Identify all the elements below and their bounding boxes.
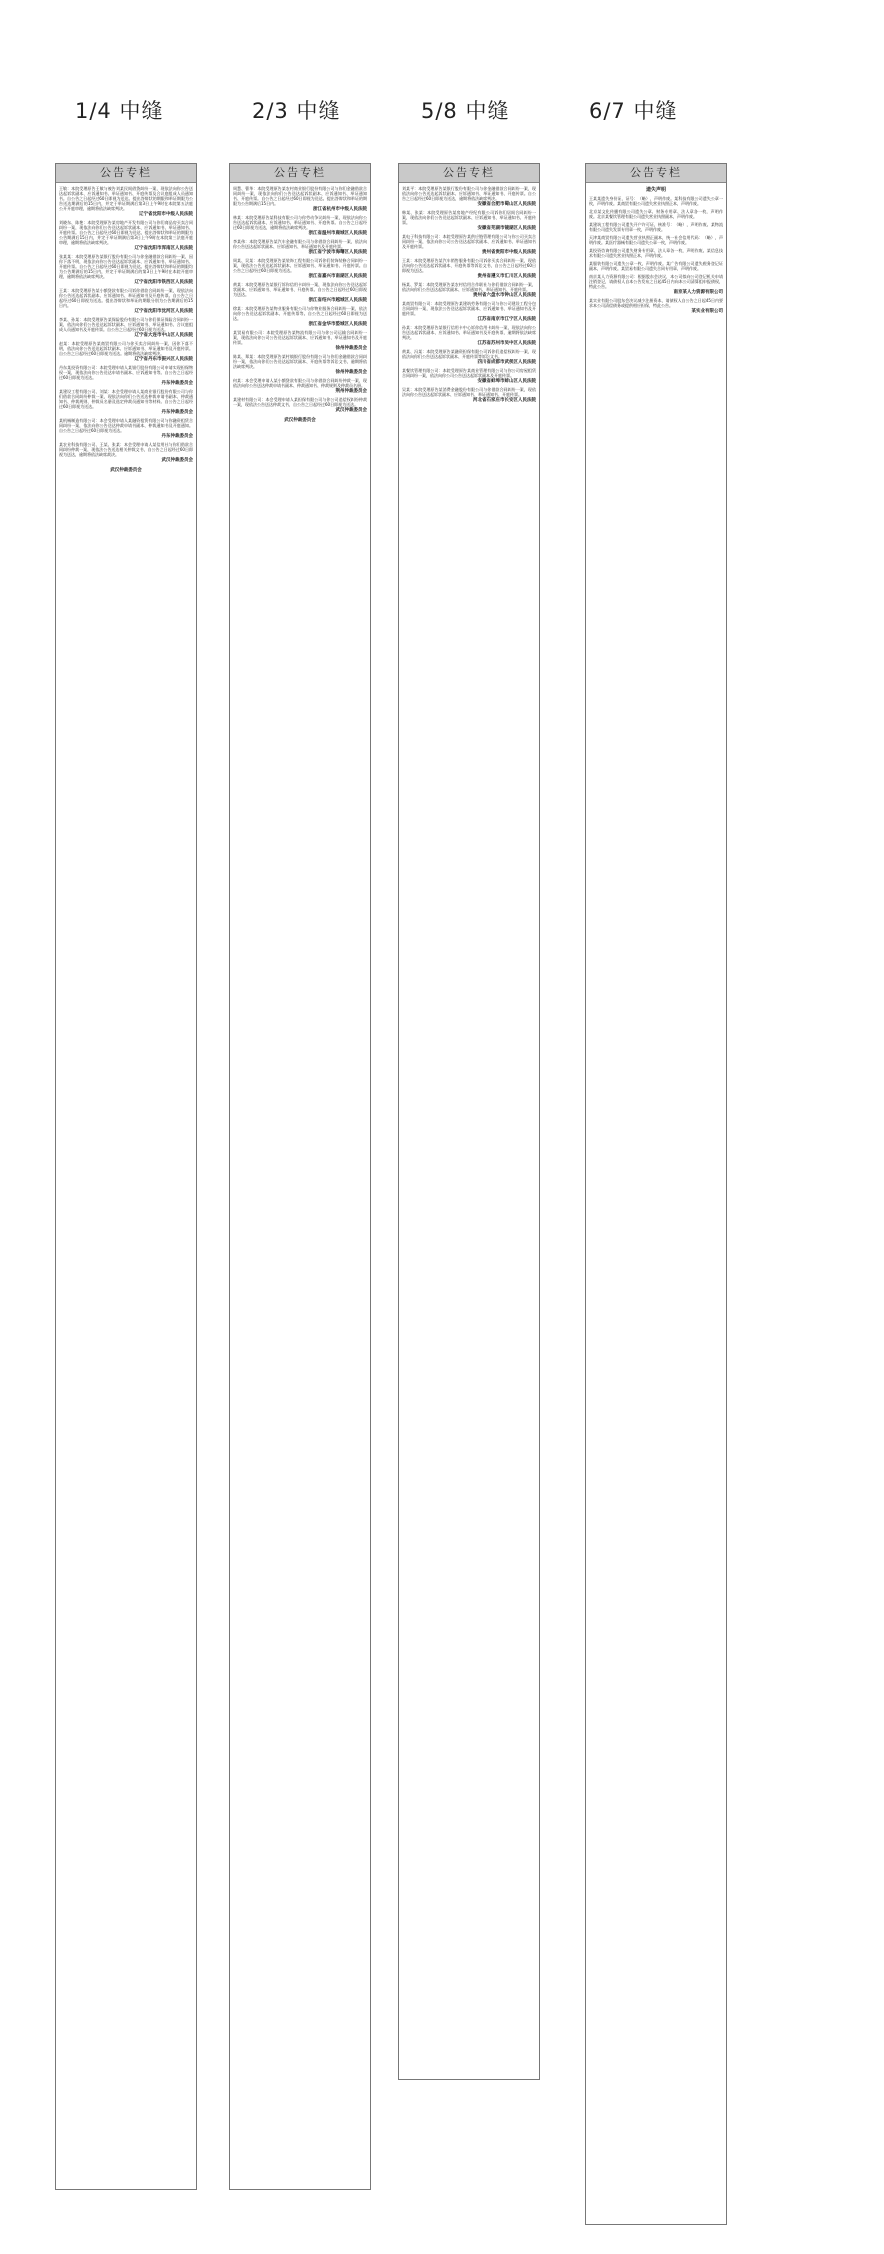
- issuing-court: 浙江省绍兴市越城区人民法院: [308, 298, 367, 303]
- issuing-court: 江苏省南京市江宁区人民法院: [477, 317, 536, 322]
- issuing-court: 河北省石家庄市长安区人民法院: [473, 398, 536, 403]
- notice-item: [589, 235, 723, 245]
- notice-column-2: [229, 163, 371, 2190]
- notice-item: [402, 301, 536, 322]
- notice-item: [59, 442, 193, 463]
- notice-item: [59, 288, 193, 314]
- column-body: [586, 183, 726, 314]
- notice-text: 陈某、郑某：本院受理原告某村镇银行股份有限公司与你们金融借款合同纠纷一案，依法向你们公告送达起诉状副本、开庭传票等诉讼文书，逾期将依法缺席判决。: [233, 354, 367, 369]
- notice-item: [589, 196, 723, 206]
- notice-column-1: [55, 163, 197, 2190]
- notice-item: [233, 186, 367, 212]
- column-footer: 武汉仲裁委员会: [110, 468, 142, 473]
- notice-item: [59, 365, 193, 386]
- notice-item: [589, 274, 723, 295]
- notice-item: [233, 239, 367, 255]
- notice-column-4: [585, 163, 727, 2225]
- notice-text: 王某某遗失身份证，证号：（略），声明作废。某科技有限公司遗失公章一枚，声明作废。某商贸有限公司遗失营业执照正本，声明作废。: [589, 196, 723, 206]
- notice-text: 北京某文化传播有限公司遗失公章、财务专用章、法人章各一枚，声明作废。北京某餐饮管理有限公司遗失营业执照副本，声明作废。: [589, 209, 723, 219]
- notice-text: 孙某：本院受理原告某银行信用卡中心诉你信用卡纠纷一案，现依法向你公告送达起诉状副本、应诉通知书、举证通知书及开庭传票，逾期将依法缺席判决。: [402, 325, 536, 340]
- notice-text: 天津某商贸有限公司遗失营业执照正副本，统一社会信用代码：（略），声明作废。某医疗器械有限公司遗失公章一枚，声明作废。: [589, 235, 723, 245]
- issuing-court: 浙江省杭州市中级人民法院: [313, 207, 367, 212]
- issuing-court: 徐州仲裁委员会: [335, 346, 367, 351]
- notice-text: 某建设工程有限公司、刘某：本会受理申请人某商业银行股份有限公司与你们借款合同纠纷仲裁一案，现依法向你们公告送达仲裁申请书副本、仲裁通知书、仲裁规则、仲裁员名册及选定仲裁员通知书等材料。自公告之日起经过60日即视为送达。: [59, 389, 193, 409]
- notice-item: [402, 325, 536, 346]
- notice-column-3: [398, 163, 540, 2080]
- notice-item: [589, 261, 723, 271]
- column-heading-4: 6/7 中缝: [589, 99, 678, 123]
- issuing-court: 辽宁省沈阳市浑南区人民法院: [134, 246, 193, 251]
- notice-text: 杨某、罗某：本院受理原告某农村信用合作联社与你们借款合同纠纷一案，依法向你们公告送达起诉状副本、应诉通知书、举证通知书、开庭传票。: [402, 282, 536, 292]
- issuing-court: 浙江省温州市鹿城区人民法院: [308, 231, 367, 236]
- notice-item: [402, 368, 536, 384]
- issuing-court: 丹东仲裁委员会: [161, 434, 193, 439]
- issuing-court: 四川省成都市武侯区人民法院: [477, 360, 536, 365]
- notice-item: [233, 282, 367, 303]
- notice-item: [59, 389, 193, 415]
- issuing-court: 荆州仲裁委员会: [335, 389, 367, 394]
- notice-text: 周慧、曹华：本院受理原告某农村商业银行股份有限公司与你们金融借款合同纠纷一案，现依法向你们公告送达起诉状副本、应诉通知书、举证通知书、开庭传票。自公告之日起经过60日即视为送达。提出答辩状和举证的期限为公告期满后15日内。: [233, 186, 367, 206]
- notice-text: 王某：本院受理原告某汽车销售服务有限公司诉你买卖合同纠纷一案，现依法向你公告送达起诉状副本、开庭传票等诉讼文书，自公告之日起经过60日即视为送达。: [402, 258, 536, 273]
- issuing-court: 某实业有限公司: [691, 309, 723, 314]
- notice-text: 某服装有限公司遗失公章一枚，声明作废。某广告有限公司遗失税务登记证副本，声明作废。某贸易有限公司遗失合同专用章，声明作废。: [589, 261, 723, 271]
- issuing-court: 辽宁省大连市中山区人民法院: [134, 333, 193, 338]
- notice-item: [402, 349, 536, 365]
- notice-item: [233, 378, 367, 394]
- notice-item: [233, 354, 367, 375]
- issuing-court: 丹东仲裁委员会: [161, 410, 193, 415]
- column-title: 公告专栏: [586, 164, 726, 183]
- notice-text: 某建筑工程有限公司遗失开户许可证，核准号：（略），声明作废。某物流有限公司遗失发票专用章一枚，声明作废。: [589, 222, 723, 232]
- notice-text: 刘晓东、陈艳：本院受理原告某房地产开发有限公司与你们商品房买卖合同纠纷一案，现依法向你们公告送达起诉状副本、应诉通知书、举证通知书、开庭传票。自公告之日起经过60日即视为送达，提出答辩状和举证的期限为公告期满后15日内，并定于举证期满后第3日上午9时在本院第三法庭开庭审理，逾期将依法缺席判决。: [59, 220, 193, 245]
- column-body: [399, 183, 539, 403]
- column-heading-1: 1/4 中缝: [75, 99, 164, 123]
- issuing-court: 南京某人力资源有限公司: [673, 290, 723, 295]
- issuing-court: 贵州省六盘水市钟山区人民法院: [473, 293, 536, 298]
- notice-text: 某餐饮管理有限公司：本院受理原告某商业管理有限公司与你公司房屋租赁合同纠纷一案，依法向你公司公告送达起诉状副本及开庭传票。: [402, 368, 536, 378]
- column-body: [230, 183, 370, 426]
- issuing-court: 安徽省合肥市蜀山区人民法院: [477, 202, 536, 207]
- notice-item: [402, 282, 536, 298]
- issuing-court: 安徽省蚌埠市蚌山区人民法院: [477, 379, 536, 384]
- notice-item: [589, 248, 723, 258]
- notice-item: [589, 222, 723, 232]
- notice-text: 刘某平：本院受理原告某银行股份有限公司与你金融借款合同纠纷一案，现依法向你公告送达起诉状副本、应诉通知书、举证通知书、开庭传票。自公告之日起经过60日即视为送达，逾期将依法缺席判决。: [402, 186, 536, 201]
- column-heading-2: 2/3 中缝: [252, 99, 341, 123]
- issuing-court: 贵州省贵阳市中级人民法院: [482, 250, 536, 255]
- notice-text: 周某、吴某：本院受理原告某装饰工程有限公司诉你们装饰装修合同纠纷一案，现依法公告送达起诉状副本、应诉通知书、举证通知书、开庭传票。自公告之日起经过60日即视为送达。: [233, 258, 367, 273]
- issuing-court: 徐州仲裁委员会: [335, 370, 367, 375]
- issuing-court: 辽宁省丹东市振兴区人民法院: [134, 357, 193, 362]
- column-heading-3: 5/8 中缝: [421, 99, 510, 123]
- notice-text: 某机械制造有限公司：本会受理申请人某融资租赁有限公司与你融资租赁合同纠纷一案，依法向你公告送达仲裁申请书副本、仲裁通知书及开庭通知。自公告之日起经过60日即视为送达。: [59, 418, 193, 433]
- notice-text: 张某某：本院受理原告某银行股份有限公司与你金融借款合同纠纷一案，因你下落不明，现依法向你公告送达起诉状副本、应诉通知书、举证通知书、开庭传票。自公告之日起经过60日即视为送达。提出答辩状和举证的期限均为公告期满后的15日内，并定于举证期满后的第3日上午9时在本院开庭审理，逾期将依法缺席判决。: [59, 254, 193, 279]
- notice-text: 丹东某投资有限公司：本院受理申请人某银行股份有限公司申请实现担保物权一案，现依法向你公告送达申请书副本、应诉通知书等。自公告之日起经过60日即视为送达。: [59, 365, 193, 380]
- notice-item: [233, 306, 367, 327]
- column-footer: 武汉仲裁委员会: [284, 418, 316, 423]
- notice-text: 李某伟：本院受理原告某汽车金融有限公司与你借款合同纠纷一案，依法向你公告送达起诉状副本、应诉通知书、举证通知书及开庭传票。: [233, 239, 367, 249]
- notice-text: 某电子科技有限公司：本院受理原告某供应链管理有限公司与你公司买卖合同纠纷一案，依法向你公司公告送达起诉状副本、应诉通知书、举证通知书及开庭传票。: [402, 234, 536, 249]
- notice-item: [233, 258, 367, 279]
- issuing-court: 浙江省金华市婺城区人民法院: [308, 322, 367, 327]
- issuing-court: 江苏省苏州市吴中区人民法院: [477, 341, 536, 346]
- issuing-court: 浙江省宁波市海曙区人民法院: [308, 250, 367, 255]
- issuing-court: 武汉仲裁委员会: [335, 408, 367, 413]
- notice-text: 某商贸有限公司：本院受理原告某建筑劳务有限公司与你公司建设工程分包合同纠纷一案，现依法公告送达起诉状副本、应诉通知书、举证通知书及开庭传票。: [402, 301, 536, 316]
- notice-item: [233, 330, 367, 351]
- issuing-court: 辽宁省沈阳市沈河区人民法院: [134, 309, 193, 314]
- notice-text: 南京某人力资源有限公司：根据股东会决议，本公司拟向公司登记机关申请注销登记，请债权人自本公告发布之日起45日内向本公司清算组申报债权，特此公告。: [589, 274, 723, 289]
- notice-text: 徐某：本院受理原告某物业服务有限公司与你物业服务合同纠纷一案，依法向你公告送达起诉状副本、开庭传票等。自公告之日起经过60日即视为送达。: [233, 306, 367, 321]
- column-body: [56, 183, 196, 476]
- notice-item: [402, 258, 536, 279]
- issuing-court: 辽宁省沈阳市铁西区人民法院: [134, 280, 193, 285]
- notice-item: [589, 298, 723, 314]
- notice-text: 某贸易有限公司：本院受理原告某物流有限公司与你公司运输合同纠纷一案，现依法向你公司公告送达起诉状副本、应诉通知书、举证通知书及开庭传票。: [233, 330, 367, 345]
- issuing-court: 武汉仲裁委员会: [161, 458, 193, 463]
- notice-text: 某实业有限公司股东会决议减少注册资本，请债权人自公告之日起45日内要求本公司清偿债务或提供相应担保，特此公告。: [589, 298, 723, 308]
- notice-item: [402, 387, 536, 403]
- notice-text: 王某：本院受理原告某小额贷款有限公司诉你借款合同纠纷一案，现依法向你公告送达起诉状副本、应诉通知书、举证通知书及开庭传票。自公告之日起经过60日即视为送达。提出答辩状和举证的期限分别为公告期满后的15日内。: [59, 288, 193, 308]
- notice-item: [233, 397, 367, 413]
- issuing-court: 丹东仲裁委员会: [161, 381, 193, 386]
- notice-text: 吴某：本院受理原告某消费金融股份有限公司与你借款合同纠纷一案，现依法向你公告送达起诉状副本、应诉通知书、举证通知书、开庭传票。: [402, 387, 536, 397]
- notice-text: 某农业科技有限公司、王某、张某：本会受理申请人某信用社与你们借款合同纠纷仲裁一案，现依法公告送达相关仲裁文书，自公告之日起经过60日即视为送达，逾期将依法缺席裁决。: [59, 442, 193, 457]
- notice-item: [59, 186, 193, 217]
- issuing-court: 贵州省遵义市汇川区人民法院: [477, 274, 536, 279]
- notice-item: [59, 220, 193, 251]
- issuing-court: 安徽省芜湖市镜湖区人民法院: [477, 226, 536, 231]
- column-title: 公告专栏: [230, 164, 370, 183]
- notice-item: [402, 186, 536, 207]
- notice-text: 黄某：本院受理原告某银行诉你信用卡纠纷一案，现依法向你公告送达起诉状副本、应诉通知书、举证通知书、开庭传票。自公告之日起经过60日即视为送达。: [233, 282, 367, 297]
- notice-item: [589, 209, 723, 219]
- notice-text: 韩某、张某：本院受理原告某房地产经纪有限公司诉你们居间合同纠纷一案，现依法向你们公告送达起诉状副本、应诉通知书、举证通知书、开庭传票。: [402, 210, 536, 225]
- notice-item: [59, 341, 193, 362]
- notice-text: 林某：本院受理原告某科技有限公司与你劳动争议纠纷一案，现依法向你公告送达起诉状副本、应诉通知书、举证通知书、开庭传票。自公告之日起经过60日即视为送达，逾期将依法缺席判决。: [233, 215, 367, 230]
- section-subhead: 遗失声明: [645, 187, 666, 193]
- notice-item: [59, 418, 193, 439]
- issuing-court: 辽宁省沈阳市中级人民法院: [139, 212, 193, 217]
- notice-text: 黄某、冯某：本院受理原告某融资担保有限公司诉你们追偿权纠纷一案，现依法向你们公告送达起诉状副本、开庭传票等诉讼文书。: [402, 349, 536, 359]
- notice-item: [59, 317, 193, 338]
- notice-text: 王敏：本院受理原告王敏与被告刘某民间借贷纠纷一案，现依法向你公告送达起诉状副本、应诉通知书、举证通知书、开庭传票及合议庭组成人员通知书。自公告之日起经过60日即视为送达。提出答辩状的期限和举证期限为公告送达期满后的15日内，并定于举证期满后第3日上午9时在本院第五法庭公开开庭审理，逾期将依法缺席判决。: [59, 186, 193, 211]
- notice-item: [402, 210, 536, 231]
- column-title: 公告专栏: [56, 164, 196, 183]
- notice-text: 赵某：本院受理原告某商贸有限公司与你买卖合同纠纷一案，因你下落不明，依法向你公告送达起诉状副本、应诉通知书、举证通知书及开庭传票。自公告之日起经过60日即视为送达。逾期将依法缺席判决。: [59, 341, 193, 356]
- notice-item: [233, 215, 367, 236]
- notice-item: [402, 234, 536, 255]
- issuing-court: 浙江省嘉兴市南湖区人民法院: [308, 274, 367, 279]
- notice-text: 某建材有限公司：本会受理申请人某担保有限公司与你公司追偿权纠纷仲裁一案，现依法公告送达仲裁文书，自公告之日起经过60日即视为送达。: [233, 397, 367, 407]
- column-title: 公告专栏: [399, 164, 539, 183]
- notice-text: 何某：本会受理申请人某小额贷款有限公司与你借款合同纠纷仲裁一案，现依法向你公告送达仲裁申请书副本、仲裁通知书、仲裁规则及仲裁员名册。: [233, 378, 367, 388]
- notice-text: 某投资咨询有限公司遗失财务专用章、法人章各一枚，声明作废。某信息技术有限公司遗失营业执照正本，声明作废。: [589, 248, 723, 258]
- notice-text: 李某、孙某：本院受理原告某保险股份有限公司与你们保证保险合同纠纷一案，依法向你们公告送达起诉状副本、应诉通知书、举证通知书、合议庭组成人员通知书及开庭传票。自公告之日起经过60日视为送达。: [59, 317, 193, 332]
- notice-item: [59, 254, 193, 285]
